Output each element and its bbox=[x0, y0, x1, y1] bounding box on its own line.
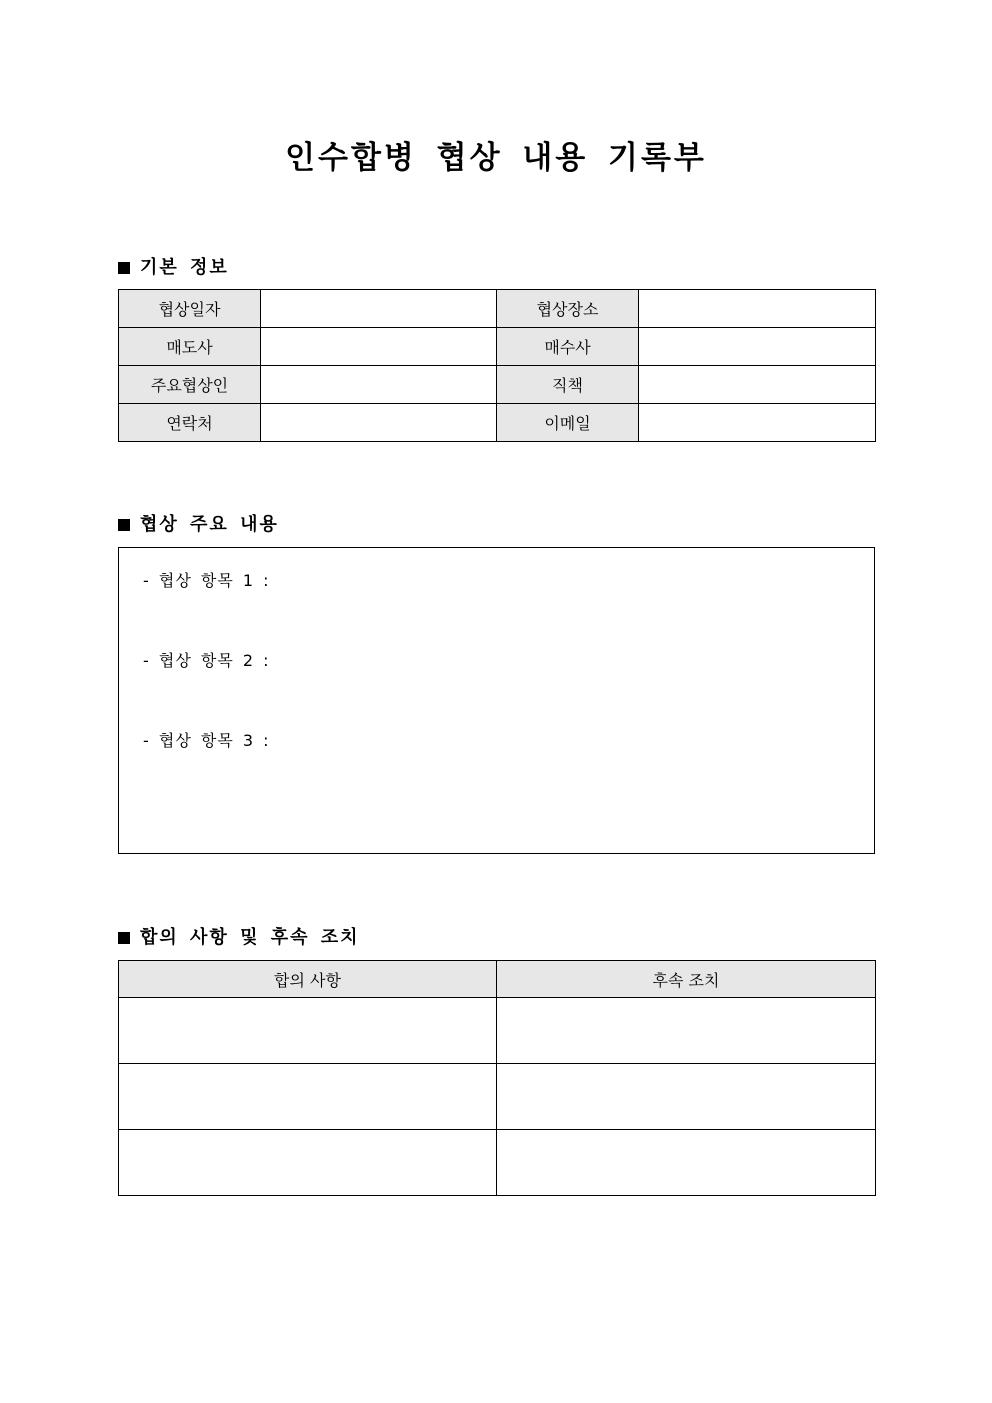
table-row bbox=[119, 404, 876, 442]
agreement-cell[interactable] bbox=[119, 998, 497, 1064]
table-row bbox=[119, 328, 876, 366]
negotiation-content-box[interactable] bbox=[118, 547, 875, 854]
agreement-cell[interactable] bbox=[119, 1064, 497, 1130]
followup-cell[interactable] bbox=[497, 1130, 876, 1196]
value-email[interactable] bbox=[639, 404, 876, 442]
agreement-table bbox=[118, 960, 876, 1196]
section-heading-label: 합의 사항 및 후속 조치 bbox=[140, 927, 360, 948]
negotiation-item-2: - 협상 항목 2 : bbox=[143, 651, 270, 670]
followup-cell[interactable] bbox=[497, 1064, 876, 1130]
label-email: 이메일 bbox=[497, 404, 639, 442]
label-contact: 연락처 bbox=[119, 404, 261, 442]
value-negotiation-date[interactable] bbox=[261, 290, 497, 328]
section-heading-label: 기본 정보 bbox=[140, 257, 229, 278]
label-position: 직책 bbox=[497, 366, 639, 404]
followup-cell[interactable] bbox=[497, 998, 876, 1064]
section-heading-basic-info bbox=[118, 253, 229, 279]
column-header-followup: 후속 조치 bbox=[497, 961, 876, 998]
section-heading-agreement bbox=[118, 923, 360, 949]
table-row bbox=[119, 290, 876, 328]
square-bullet-icon bbox=[118, 932, 130, 944]
value-position[interactable] bbox=[639, 366, 876, 404]
table-row bbox=[119, 998, 876, 1064]
table-header-row bbox=[119, 961, 876, 998]
section-heading-label: 협상 주요 내용 bbox=[140, 514, 279, 535]
value-buyer[interactable] bbox=[639, 328, 876, 366]
table-row bbox=[119, 366, 876, 404]
table-row bbox=[119, 1064, 876, 1130]
section-heading-negotiation bbox=[118, 510, 279, 536]
basic-info-table bbox=[118, 289, 876, 442]
label-seller: 매도사 bbox=[119, 328, 261, 366]
negotiation-item-3: - 협상 항목 3 : bbox=[143, 731, 270, 750]
agreement-cell[interactable] bbox=[119, 1130, 497, 1196]
label-buyer: 매수사 bbox=[497, 328, 639, 366]
value-contact[interactable] bbox=[261, 404, 497, 442]
label-lead-negotiator: 주요협상인 bbox=[119, 366, 261, 404]
document-title: 인수합병 협상 내용 기록부 bbox=[285, 140, 707, 176]
square-bullet-icon bbox=[118, 262, 130, 274]
value-negotiation-place[interactable] bbox=[639, 290, 876, 328]
square-bullet-icon bbox=[118, 519, 130, 531]
label-negotiation-place: 협상장소 bbox=[497, 290, 639, 328]
negotiation-item-1: - 협상 항목 1 : bbox=[143, 571, 270, 590]
column-header-agreement: 합의 사항 bbox=[119, 961, 497, 998]
value-seller[interactable] bbox=[261, 328, 497, 366]
label-negotiation-date: 협상일자 bbox=[119, 290, 261, 328]
value-lead-negotiator[interactable] bbox=[261, 366, 497, 404]
table-row bbox=[119, 1130, 876, 1196]
